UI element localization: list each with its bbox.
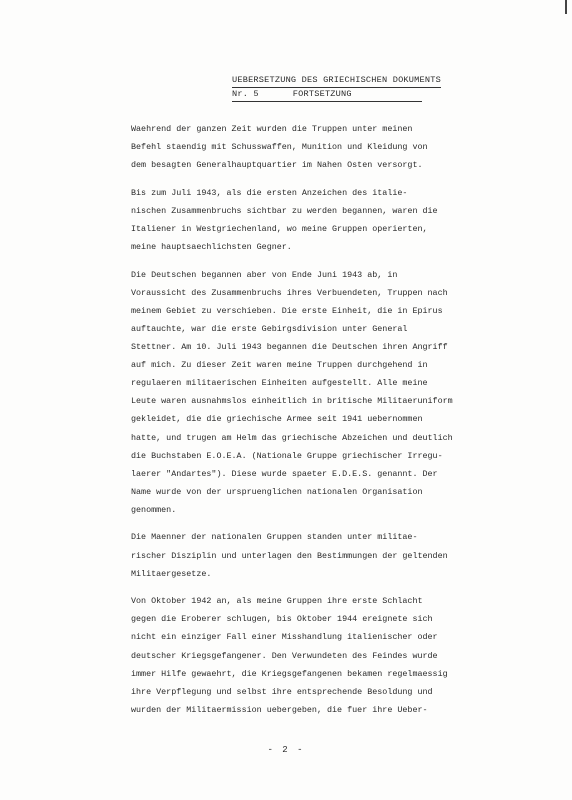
paragraph: Waehrend der ganzen Zeit wurden die Truppen unter meinen Befehl staendig mit Schusswaffen, Munition und Kleidung von dem besagten Generalhauptquartier im Nahen Osten versorgt. [131, 124, 428, 171]
paragraph: Die Maenner der nationalen Gruppen standen unter militae- rischer Disziplin und unterlagen den Bestimmungen der geltenden Militaergesetze. [131, 532, 448, 579]
page-number: - 2 - [267, 745, 305, 755]
document-header [232, 74, 441, 102]
edge-mark [565, 0, 567, 14]
header-rule [232, 101, 422, 102]
paragraph: Die Deutschen begannen aber von Ende Juni 1943 ab, in Voraussicht des Zusammenbruchs ihres Verbuendeten, Truppen nach meinem Gebiet zu verschieben. Die erste Einheit, die in Epirus auftauchte, war die erste Gebirgsdivision unter General Stettner. Am 10. Juli 1943 begannen die Deutschen ihren Angriff auf mich. Zu dieser Zeit waren meine Truppen durchgehend in regulaeren militaerischen Einheiten aufgestellt. Alle meine Leute waren ausnahmslos einheitlich in britische Militaeruniform gekleidet, die die griechische Armee seit 1941 uebernommen hatte, und trugen am Helm das griechische Abzeichen und deutlich die Buchstaben E.O.E.A. (Nationale Gruppe griechischer Irregu- laerer "Andartes"). Diese wurde spaeter E.D.E.S. genannt. Der Name wurde von der urspruenglichen nationalen Organisation genommen. [131, 269, 453, 515]
continuation-label: FORTSETZUNG [292, 89, 352, 99]
paragraph: Bis zum Juli 1943, als die ersten Anzeichen des italie- nischen Zusammenbruchs sichtbar zu werden begannen, waren die Italiener in Westgriechenland, wo meine Gruppen operierten, meine hauptsaechlichsten Gegner. [131, 187, 438, 253]
paragraph: Von Oktober 1942 an, als meine Gruppen ihre erste Schlacht gegen die Eroberer schlugen, bis Oktober 1944 ereignete sich nicht ein einziger Fall einer Misshandlung italienischer oder deutscher Kriegsgefangener. Den Verwundeten des Feindes wurde immer Hilfe gewaehrt, die Kriegsgefangenen bekamen regelmaessig ihre Verpflegung und selbst ihre entsprechende Besoldung und wurden der Militaermission uebergeben, die fuer ihre Ueber- [131, 596, 448, 715]
document-title: UEBERSETZUNG DES GRIECHISCHEN DOKUMENTS [232, 74, 441, 88]
header-subline [232, 88, 441, 100]
document-number: Nr. 5 [232, 89, 259, 99]
document-body [131, 120, 453, 728]
